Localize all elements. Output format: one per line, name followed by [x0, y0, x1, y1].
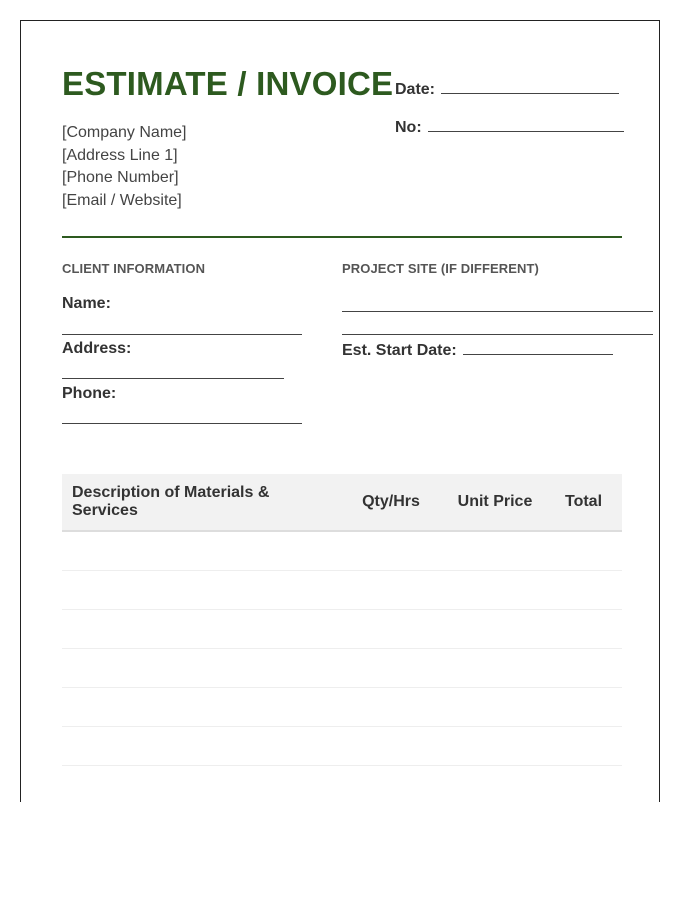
row-qty-cell[interactable]: [337, 610, 445, 649]
table-row[interactable]: [62, 649, 622, 688]
row-unit-price-cell[interactable]: [445, 531, 545, 571]
client-address-field[interactable]: [62, 378, 284, 379]
row-unit-price-cell[interactable]: [445, 727, 545, 766]
client-phone-label: Phone:: [62, 385, 117, 402]
project-site-line-2[interactable]: [342, 334, 653, 335]
table-row[interactable]: [62, 571, 622, 610]
row-total-cell[interactable]: [545, 571, 622, 610]
items-table: [62, 474, 622, 766]
column-header-description: Description of Materials & Services: [62, 474, 337, 531]
row-unit-price-cell[interactable]: [445, 649, 545, 688]
row-total-cell[interactable]: [545, 649, 622, 688]
table-row[interactable]: [62, 727, 622, 766]
row-description-cell[interactable]: [62, 571, 337, 610]
company-email-website: [Email / Website]: [62, 191, 182, 209]
row-qty-cell[interactable]: [337, 688, 445, 727]
column-header-total: Total: [545, 474, 622, 531]
number-field[interactable]: [428, 117, 624, 132]
header-divider: [62, 236, 622, 238]
row-description-cell[interactable]: [62, 610, 337, 649]
column-header-qty-hrs: Qty/Hrs: [337, 474, 445, 531]
row-unit-price-cell[interactable]: [445, 571, 545, 610]
client-name-field[interactable]: [62, 334, 302, 335]
date-row: [395, 79, 619, 99]
row-description-cell[interactable]: [62, 531, 337, 571]
est-start-date-label: Est. Start Date:: [342, 342, 457, 359]
client-address-label: Address:: [62, 340, 132, 357]
row-unit-price-cell[interactable]: [445, 610, 545, 649]
table-row[interactable]: [62, 688, 622, 727]
row-unit-price-cell[interactable]: [445, 688, 545, 727]
company-address: [Address Line 1]: [62, 146, 178, 164]
project-site-line-1[interactable]: [342, 311, 653, 312]
row-description-cell[interactable]: [62, 688, 337, 727]
column-header-unit-price: Unit Price: [445, 474, 545, 531]
items-table-header: [62, 474, 622, 531]
row-description-cell[interactable]: [62, 649, 337, 688]
number-label: No:: [395, 119, 422, 136]
number-row: [395, 117, 624, 137]
row-qty-cell[interactable]: [337, 531, 445, 571]
table-row[interactable]: [62, 610, 622, 649]
table-row[interactable]: [62, 531, 622, 571]
company-name: [Company Name]: [62, 124, 187, 141]
project-site-heading: PROJECT SITE (IF DIFFERENT): [342, 261, 539, 276]
row-total-cell[interactable]: [545, 531, 622, 571]
est-start-date-row: [342, 340, 613, 360]
items-table-body: [62, 531, 622, 766]
row-qty-cell[interactable]: [337, 727, 445, 766]
row-total-cell[interactable]: [545, 727, 622, 766]
date-label: Date:: [395, 81, 436, 98]
row-total-cell[interactable]: [545, 688, 622, 727]
invoice-sheet: [20, 20, 660, 802]
client-name-label: Name:: [62, 295, 111, 312]
row-total-cell[interactable]: [545, 610, 622, 649]
company-phone: [Phone Number]: [62, 169, 179, 186]
row-qty-cell[interactable]: [337, 649, 445, 688]
company-info: [62, 122, 187, 212]
row-qty-cell[interactable]: [337, 571, 445, 610]
client-phone-field[interactable]: [62, 423, 302, 424]
row-description-cell[interactable]: [62, 727, 337, 766]
document-title: ESTIMATE / INVOICE: [62, 65, 394, 102]
date-field[interactable]: [441, 79, 619, 94]
est-start-date-field[interactable]: [463, 340, 613, 355]
client-info-heading: CLIENT INFORMATION: [62, 261, 206, 276]
